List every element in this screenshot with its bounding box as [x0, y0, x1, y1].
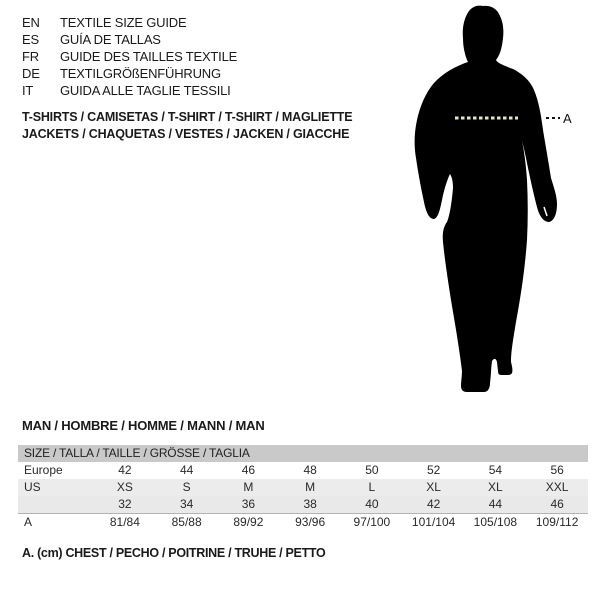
table-cell: 89/92 [233, 515, 264, 529]
language-row [22, 82, 382, 99]
table-cell: 85/88 [171, 515, 202, 529]
man-silhouette-icon [400, 0, 600, 400]
table-cell: 93/96 [295, 515, 326, 529]
section-title-man: MAN / HOMBRE / HOMME / MANN / MAN [22, 418, 265, 433]
table-cell: 36 [241, 497, 256, 511]
language-code: FR [22, 49, 39, 64]
category-tshirts: T-SHIRTS / CAMISETAS / T-SHIRT / T-SHIRT / MAGLIETTE [22, 110, 353, 124]
language-title: GUIDE DES TAILLES TEXTILE [60, 49, 238, 64]
table-cell: 101/104 [411, 515, 456, 529]
language-row [22, 14, 382, 31]
table-cell: 46 [550, 497, 564, 511]
language-code: ES [22, 32, 39, 47]
language-title: TEXTILGRÖßENFÜHRUNG [60, 66, 221, 81]
table-row-europe [18, 462, 588, 479]
table-cell: XL [426, 480, 441, 494]
table-cell: 40 [365, 497, 379, 511]
table-cell: M [305, 480, 316, 494]
language-code: DE [22, 66, 40, 81]
category-jackets: JACKETS / CHAQUETAS / VESTES / JACKEN / GIACCHE [22, 127, 350, 141]
table-row-us [18, 479, 588, 496]
table-cell: 54 [488, 463, 503, 477]
table-cell: 109/112 [535, 515, 579, 529]
table-cell: 48 [303, 463, 317, 477]
language-code: IT [22, 83, 34, 98]
measure-legend: A. (cm) CHEST / PECHO / POITRINE / TRUHE / PETTO [22, 546, 326, 560]
table-cell: XXL [545, 480, 569, 494]
language-code: EN [22, 15, 40, 30]
language-row [22, 31, 382, 48]
row-label: US [24, 480, 41, 494]
table-cell: XL [488, 480, 503, 494]
table-cell: 42 [426, 497, 441, 511]
language-title: TEXTILE SIZE GUIDE [60, 15, 187, 30]
language-title: GUIDA ALLE TAGLIE TESSILI [60, 83, 231, 98]
table-row-chest-a [18, 513, 588, 531]
language-list [22, 14, 382, 99]
table-cell: 46 [241, 463, 256, 477]
table-cell: 38 [303, 497, 317, 511]
table-cell: 44 [488, 497, 503, 511]
table-cell: S [182, 480, 191, 494]
table-cell: 44 [179, 463, 194, 477]
row-label: A [24, 515, 33, 529]
garment-categories [22, 109, 422, 143]
size-table-header: SIZE / TALLA / TAILLE / GRÖSSE / TAGLIA [18, 445, 588, 462]
language-title: GUÍA DE TALLAS [60, 32, 161, 47]
table-cell: 81/84 [109, 515, 140, 529]
measure-label-A: A [563, 111, 572, 126]
table-cell: 50 [365, 463, 379, 477]
table-cell: L [368, 480, 376, 494]
table-row-numeric [18, 496, 588, 513]
man-silhouette-figure [400, 0, 600, 400]
row-label: Europe [24, 463, 63, 477]
table-cell: 97/100 [353, 515, 391, 529]
table-cell: 105/108 [473, 515, 518, 529]
size-table [18, 445, 588, 531]
table-cell: XS [116, 480, 133, 494]
table-cell: M [243, 480, 254, 494]
table-cell: 32 [118, 497, 132, 511]
language-row [22, 48, 382, 65]
language-row [22, 65, 382, 82]
table-cell: 56 [550, 463, 564, 477]
table-cell: 42 [118, 463, 132, 477]
table-cell: 52 [426, 463, 441, 477]
table-cell: 34 [179, 497, 194, 511]
